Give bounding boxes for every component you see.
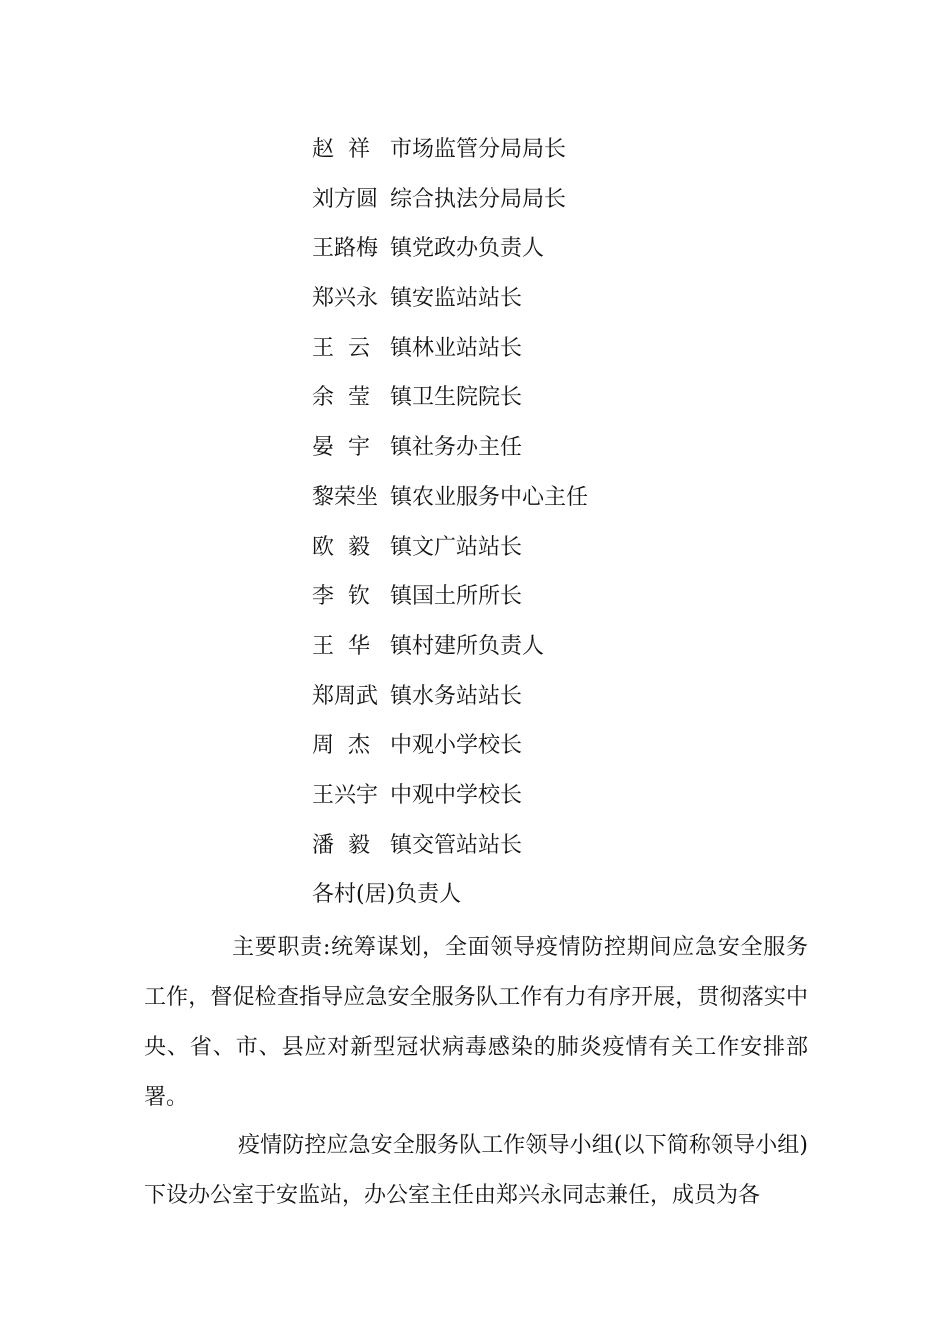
member-row [312, 875, 588, 925]
member-row [312, 378, 588, 428]
member-row [312, 428, 588, 478]
member-row [312, 577, 588, 627]
member-role: 镇卫生院院长 [390, 385, 523, 411]
member-role: 镇国土所所长 [390, 584, 523, 610]
member-name: 王路梅 [312, 236, 379, 262]
member-row [312, 627, 588, 677]
office-paragraph: 疫情防控应急安全服务队工作领导小组(以下简称领导小组)下设办公室于安监站，办公室主任由郑兴永同志兼任，成员为各 [144, 1133, 808, 1208]
member-role: 综合执法分局局长 [390, 186, 567, 212]
member-name: 周 杰 [312, 733, 370, 759]
member-name: 王兴宇 [312, 782, 379, 808]
member-row [312, 776, 588, 826]
village-heads-label: 各村(居)负责人 [312, 882, 462, 908]
member-name: 郑兴永 [312, 286, 379, 312]
duties-paragraph: 主要职责:统筹谋划，全面领导疫情防控期间应急安全服务工作，督促检查指导应急安全服务队工作有力有序开展，贯彻落实中央、省、市、县应对新型冠状病毒感染的肺炎疫情有关工作安排部署。 [144, 935, 808, 1110]
member-role: 镇党政办负责人 [390, 236, 545, 262]
member-row [312, 229, 588, 279]
member-name: 李 钦 [312, 584, 370, 610]
member-row [312, 677, 588, 727]
member-role: 中观中学校长 [390, 782, 523, 808]
member-name: 赵 祥 [312, 137, 370, 162]
member-role: 镇社务办主任 [390, 435, 523, 461]
member-role: 镇村建所负责人 [390, 633, 545, 659]
member-role: 镇安监站站长 [390, 286, 523, 312]
member-row [312, 130, 588, 180]
member-name: 黎荣坐 [312, 484, 379, 510]
member-name: 晏 宇 [312, 435, 370, 461]
member-role: 镇林业站站长 [390, 335, 523, 361]
member-name: 潘 毅 [312, 832, 370, 858]
member-name: 王 云 [312, 335, 370, 361]
member-role: 镇交管站站长 [390, 832, 523, 858]
member-row [312, 279, 588, 329]
member-row [312, 329, 588, 379]
member-row [312, 528, 588, 578]
member-name: 郑周武 [312, 683, 379, 709]
member-name: 余 莹 [312, 385, 370, 411]
member-role: 市场监管分局局长 [390, 137, 567, 162]
member-name: 刘方圆 [312, 186, 379, 212]
member-row [312, 826, 588, 876]
member-role: 镇农业服务中心主任 [390, 484, 589, 510]
member-row [312, 726, 588, 776]
member-name: 欧 毅 [312, 534, 370, 560]
member-role: 镇水务站站长 [390, 683, 523, 709]
member-list [312, 130, 588, 925]
member-role: 镇文广站站长 [390, 534, 523, 560]
member-name: 王 华 [312, 633, 370, 659]
member-row [312, 180, 588, 230]
member-role: 中观小学校长 [390, 733, 523, 759]
member-row [312, 478, 588, 528]
